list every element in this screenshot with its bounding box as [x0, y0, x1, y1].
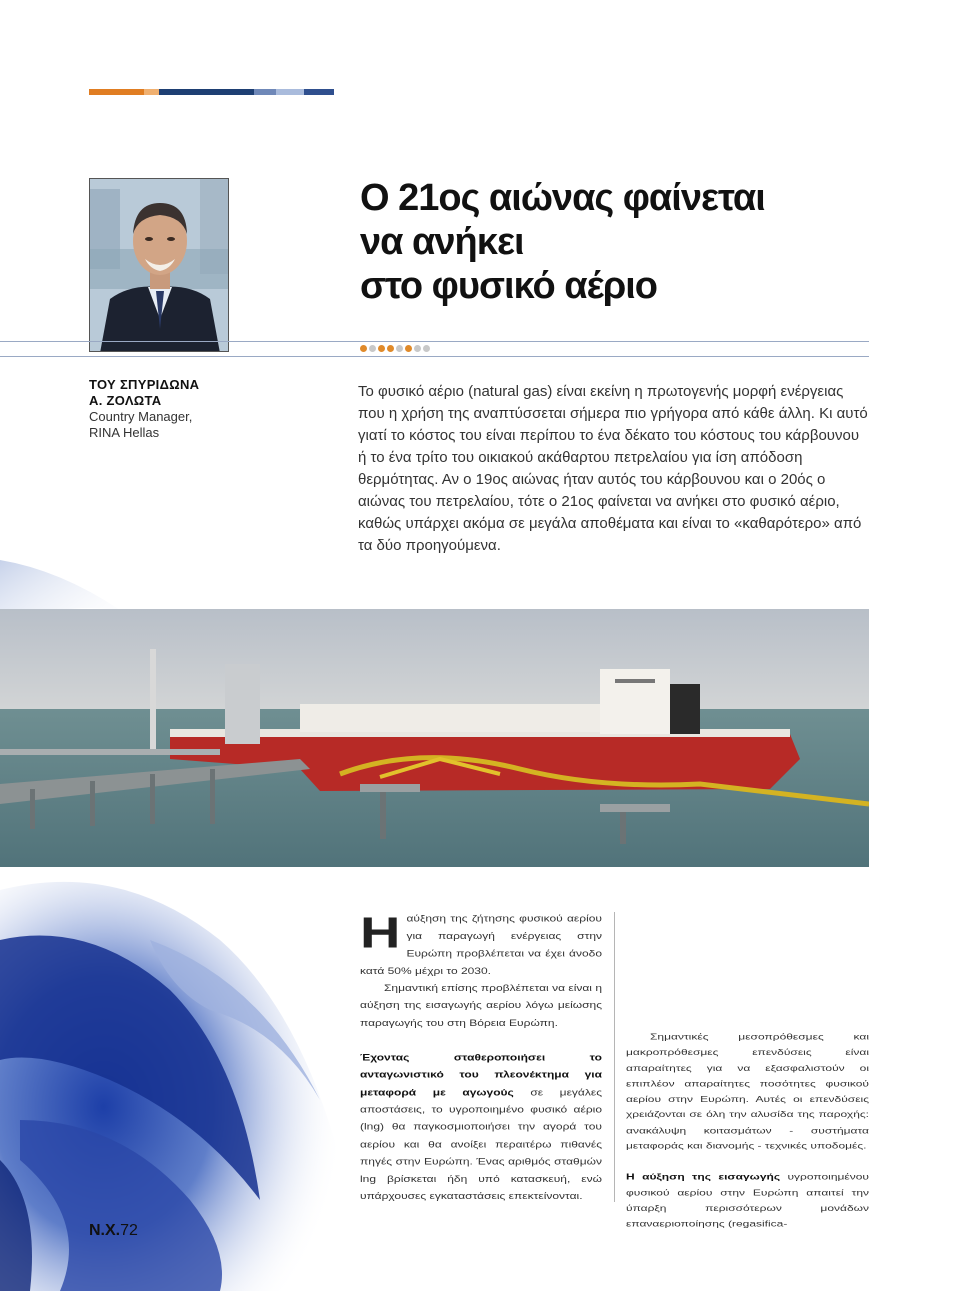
- body-paragraph: [360, 1049, 602, 1205]
- body-column-left: [360, 907, 602, 1205]
- strip-segment: [144, 89, 159, 95]
- top-color-strip: [89, 89, 334, 95]
- strip-segment: [276, 89, 304, 95]
- strip-segment: [89, 89, 144, 95]
- body-paragraph: αύξηση της ζήτησης φυσικού αερίου για παραγωγή ενέργειας στην Ευρώπη προβλέπεται να έχει άνοδο κατά 50% μέχρι το 2030.: [360, 913, 602, 977]
- article-title: [360, 176, 860, 308]
- strip-segment: [159, 89, 254, 95]
- portrait-illustration: [90, 179, 229, 352]
- header-rule: [0, 341, 869, 342]
- author-name: Α. ΖΟΛΩΤΑ: [89, 393, 162, 408]
- lng-tanker-photo: [0, 609, 869, 867]
- strip-segment: [254, 89, 276, 95]
- body-paragraph: Σημαντική επίσης προβλέπεται να είναι η αύξηση της εισαγωγής αερίου λόγω μείωσης παραγωγής του στη Βόρεια Ευρώπη.: [360, 982, 602, 1029]
- magazine-brand: Ν.Χ.: [89, 1222, 121, 1239]
- title-line: στο φυσικό αέριο: [360, 265, 657, 307]
- dot: [369, 345, 376, 352]
- title-line: Ο 21ος αιώνας φαίνεται: [360, 177, 765, 219]
- dot: [378, 345, 385, 352]
- intro-paragraph: Το φυσικό αέριο (natural gas) είναι εκείνη η πρωτογενής μορφή ενέργειας που η χρήση της αναπτύσσεται σήμερα πιο γρήγορα από κάθε άλλη. Κι αυτό γιατί το κόστος του είναι περίπου το ένα δέκατο του κόστους του κάρβουνου ή το ένα τρίτο του οικιακού ακάθαρτου πετρελαίου για ίση απόδοση θερμότητας. Αν ο 19ος αιώνας ήταν αυτός του κάρβουνου και ο 20ός ο αιώνας του πετρελαίου, τότε ο 21ος φαίνεται να ανήκει στο φυσικό αέριο, καθώς υπάρχει ακόμα σε μεγάλα αποθέματα και είναι το «καθαρότερο» από τα δύο προηγούμενα.: [358, 383, 868, 554]
- dot: [405, 345, 412, 352]
- body-column-right: [626, 1029, 869, 1232]
- author-portrait: [89, 178, 229, 352]
- body-paragraph: [626, 1169, 869, 1231]
- dot: [396, 345, 403, 352]
- dot: [423, 345, 430, 352]
- dot: [387, 345, 394, 352]
- page-number: 72: [120, 1222, 138, 1239]
- dot: [360, 345, 367, 352]
- author-byline: [89, 377, 289, 441]
- header-rule: [0, 356, 869, 357]
- page-folio: [89, 1222, 138, 1240]
- decorative-dots: [360, 345, 430, 352]
- dot: [414, 345, 421, 352]
- strip-segment: [304, 89, 334, 95]
- author-role: Country Manager,: [89, 409, 193, 424]
- author-name: ΤΟΥ ΣΠΥΡΙΔΩΝΑ: [89, 377, 200, 392]
- author-company: RINA Hellas: [89, 425, 160, 440]
- lead-in-bold: Η αύξηση της εισαγωγής: [626, 1172, 781, 1182]
- body-text: υγροποιημένου φυσικού αερίου στην Ευρώπη απαιτεί την ύπαρξη περισσότερων μονάδων επαναεριοποίησης (regasifica-: [626, 1172, 869, 1229]
- body-text: σε μεγάλες αποστάσεις, το υγροποιημένο φυσικό αέριο (lng) θα παγκοσμιοποιήσει την αγορά του αερίου και θα ανοίξει περαιτέρω πιθανές πηγές στην Ευρώπη. Ένας αριθμός σταθμών lng βρίσκεται ήδη υπό κατασκευή, ενώ υπάρχουσες εγκαταστάσεις επεκτείνονται.: [360, 1086, 602, 1202]
- lead-in-bold: Έχοντας σταθεροποιήσει το ανταγωνιστικό του πλεονέκτημα για μεταφορά με αγωγούς: [360, 1051, 602, 1098]
- body-paragraph: Σημαντικές μεσοπρόθεσμες και μακροπρόθεσμες επενδύσεις είναι απαραίτητες για να εξασφαλιστούν οι επιπλέον απαραίτητες ποσότητες φυσικού αερίου στην Ευρώπη. Αυτές οι επενδύσεις χρειάζονται σε όλη την αλυσίδα της παροχής: ανακάλυψη κοιτασμάτων - συστήματα μεταφοράς και διανομής - τεχνικές υποδομές.: [626, 1031, 869, 1151]
- dropcap: Η: [360, 907, 401, 957]
- column-divider: [614, 912, 615, 1202]
- title-line: να ανήκει: [360, 221, 524, 263]
